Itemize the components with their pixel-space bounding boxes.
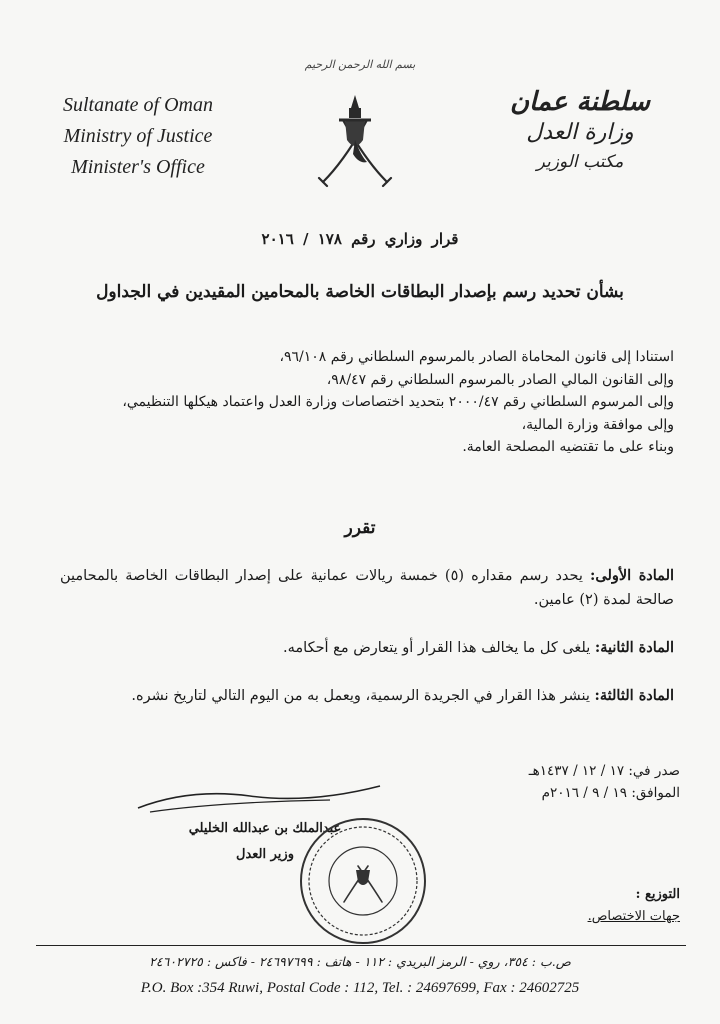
article-label: المادة الثانية: xyxy=(594,639,674,656)
decision-number: قرار وزاري رقم ١٧٨ / ٢٠١٦ xyxy=(261,230,459,248)
letterhead-office-ar: مكتب الوزير xyxy=(536,152,624,172)
distribution-title: التوزيع : xyxy=(635,887,680,902)
article-2 xyxy=(60,636,674,660)
preamble-line: وإلى المرسوم السلطاني رقم ٢٠٠٠/٤٧ بتحديد اختصاصات وزارة العدل واعتماد هيكلها التنظيمي، xyxy=(122,394,674,410)
national-emblem-icon xyxy=(305,90,405,190)
distribution xyxy=(480,884,680,928)
decision-subject: بشأن تحديد رسم بإصدار البطاقات الخاصة بالمحامين المقيدين في الجداول xyxy=(96,282,624,302)
article-text: يلغى كل ما يخالف هذا القرار أو يتعارض مع أحكامه. xyxy=(283,640,591,656)
distribution-item: جهات الاختصاص. xyxy=(587,909,680,924)
letterhead-arabic xyxy=(480,86,680,176)
article-text: يحدد رسم مقداره (٥) خمسة ريالات عمانية على إصدار البطاقات الخاصة بالمحامين صالحة لمدة (٢) عامين. xyxy=(60,568,674,608)
letterhead-country: Sultanate of Oman xyxy=(63,94,213,116)
letterhead-ministry-ar: وزارة العدل xyxy=(526,120,634,145)
decides-heading: تقرر xyxy=(344,518,376,538)
letterhead-english xyxy=(38,90,238,183)
preamble-line: وإلى القانون المالي الصادر بالمرسوم السلطاني رقم ٩٨/٤٧، xyxy=(326,371,674,388)
letterhead-ministry: Ministry of Justice xyxy=(63,125,213,147)
footer-address-arabic: ص.ب : ٣٥٤، روي - الرمز البريدي : ١١٢ - هاتف : ٢٤٦٩٧٦٩٩ - فاكس : ٢٤٦٠٢٧٢٥ xyxy=(149,954,571,969)
article-text: ينشر هذا القرار في الجريدة الرسمية، ويعمل به من اليوم التالي لتاريخ نشره. xyxy=(131,688,590,704)
letterhead-office: Minister's Office xyxy=(71,156,205,178)
footer-address-english: P.O. Box :354 Ruwi, Postal Code : 112, Tel. : 24697699, Fax : 24602725 xyxy=(140,980,580,996)
issue-dates xyxy=(440,760,680,804)
official-seal-icon xyxy=(296,814,430,948)
preamble-line: استنادا إلى قانون المحاماة الصادر بالمرسوم السلطاني رقم ٩٦/١٠٨، xyxy=(279,349,674,365)
article-label: المادة الأولى: xyxy=(590,567,675,584)
issue-date-gregorian: الموافق: ١٩ / ٩ / ٢٠١٦م xyxy=(541,785,680,801)
preamble-line: وإلى موافقة وزارة المالية، xyxy=(521,416,674,433)
basmala: بسم الله الرحمن الرحيم xyxy=(304,58,416,71)
signatory-title: وزير العدل xyxy=(236,847,294,862)
article-label: المادة الثالثة: xyxy=(594,687,674,704)
footer-divider xyxy=(36,945,686,946)
signatory-name: عبدالملك بن عبدالله الخليلي xyxy=(188,821,342,836)
handwritten-signature xyxy=(130,778,390,818)
letterhead-country-ar: سلطنة عمان xyxy=(509,87,651,117)
preamble xyxy=(92,346,674,459)
preamble-line: وبناء على ما تقتضيه المصلحة العامة. xyxy=(462,439,674,455)
article-3 xyxy=(60,684,674,708)
article-1 xyxy=(60,564,674,612)
issue-date-hijri: صدر في: ١٧ / ١٢ / ١٤٣٧هـ xyxy=(528,763,680,779)
